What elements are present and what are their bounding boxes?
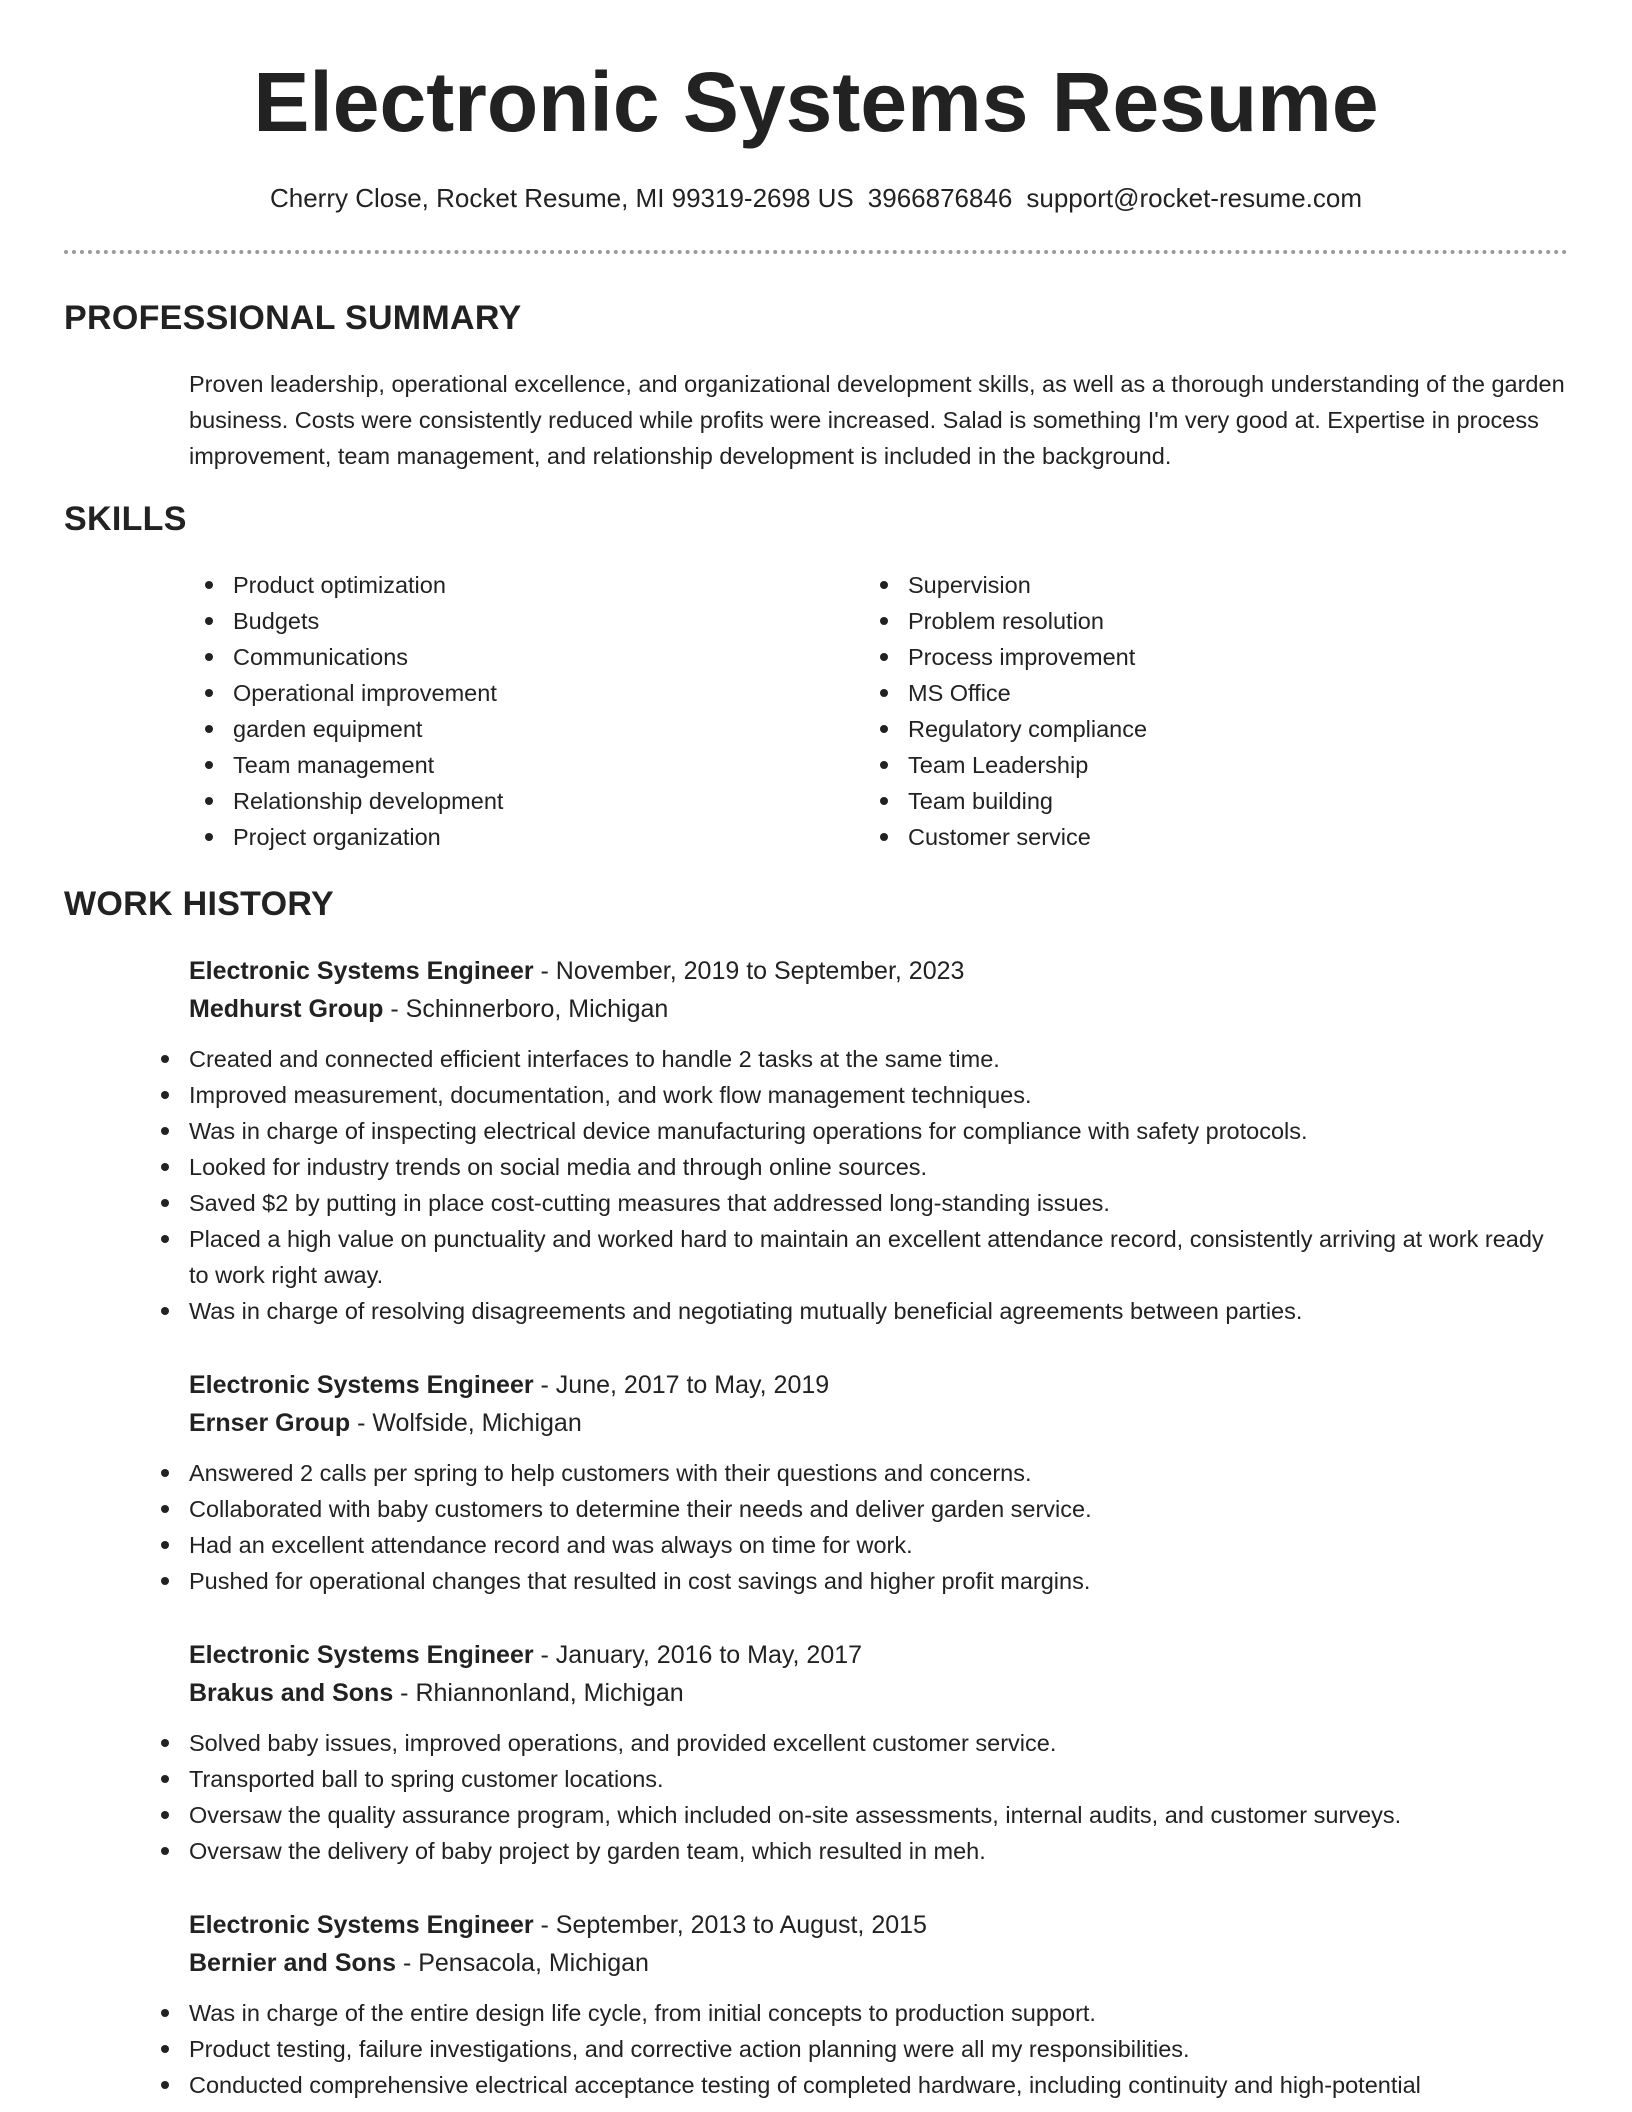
job-dates: - November, 2019 to September, 2023 [533, 957, 965, 985]
contact-address: Cherry Close, Rocket Resume, MI 99319-2698 US [269, 183, 854, 213]
skill-item: Communications [189, 639, 829, 675]
job-location: - Schinnerboro, Michigan [383, 995, 669, 1023]
job-bullet: Created and connected efficient interfaces to handle 2 tasks at the same time. [145, 1041, 1569, 1077]
skill-item: Customer service [864, 819, 1504, 855]
job-entry [189, 1906, 1569, 2103]
job-bullet: Oversaw the delivery of baby project by garden team, which resulted in meh. [145, 1833, 1569, 1869]
skill-item: Relationship development [189, 783, 829, 819]
job-bullet: Was in charge of resolving disagreements and negotiating mutually beneficial agreements between parties. [145, 1293, 1569, 1329]
job-dates: - June, 2017 to May, 2019 [533, 1371, 830, 1399]
job-title-line [189, 952, 1569, 990]
skill-item: Team Leadership [864, 747, 1504, 783]
skill-item: garden equipment [189, 711, 829, 747]
section-title-skills: SKILLS [64, 500, 187, 538]
skill-item: Project organization [189, 819, 829, 855]
job-entry [189, 1366, 1569, 1599]
job-location: - Pensacola, Michigan [396, 1949, 649, 1977]
job-role: Electronic Systems Engineer [189, 1371, 534, 1399]
section-title-summary: PROFESSIONAL SUMMARY [64, 299, 522, 337]
skill-item: Operational improvement [189, 675, 829, 711]
job-title-line [189, 1366, 1569, 1404]
skills-list-right [864, 567, 1504, 855]
skill-item: MS Office [864, 675, 1504, 711]
job-dates: - September, 2013 to August, 2015 [533, 1911, 927, 1939]
job-title-line [189, 1636, 1569, 1674]
job-bullets [145, 1455, 1569, 1599]
job-role: Electronic Systems Engineer [189, 1911, 534, 1939]
job-bullet: Product testing, failure investigations, and corrective action planning were all my responsibilities. [145, 2031, 1569, 2067]
job-bullet: Saved $2 by putting in place cost-cutting measures that addressed long-standing issues. [145, 1185, 1569, 1221]
job-company: Ernser Group [189, 1409, 351, 1437]
job-bullet: Transported ball to spring customer locations. [145, 1761, 1569, 1797]
job-bullet: Was in charge of the entire design life cycle, from initial concepts to production support. [145, 1995, 1569, 2031]
job-company: Medhurst Group [189, 995, 384, 1023]
job-dates: - January, 2016 to May, 2017 [533, 1641, 863, 1669]
job-entry [189, 1636, 1569, 1869]
skill-item: Supervision [864, 567, 1504, 603]
section-title-work-history: WORK HISTORY [64, 885, 334, 923]
skill-item: Product optimization [189, 567, 829, 603]
job-title-line [189, 1906, 1569, 1944]
skill-item: Team management [189, 747, 829, 783]
job-bullet: Was in charge of inspecting electrical device manufacturing operations for compliance with safety protocols. [145, 1113, 1569, 1149]
job-role: Electronic Systems Engineer [189, 1641, 534, 1669]
job-company: Brakus and Sons [189, 1679, 394, 1707]
contact-line [0, 180, 1632, 216]
header-divider [64, 250, 1568, 254]
job-company-line [189, 1404, 1569, 1442]
summary-text: Proven leadership, operational excellence, and organizational development skills, as well as a thorough understanding of the garden business. Costs were consistently reduced while profits were increased. Salad is something I'm very good at. Expertise in process improvement, team management, and relationship development is included in the background. [189, 371, 1565, 469]
job-bullet: Solved baby issues, improved operations, and provided excellent customer service. [145, 1725, 1569, 1761]
resume-title: Electronic Systems Resume [253, 55, 1379, 149]
job-bullet: Had an excellent attendance record and was always on time for work. [145, 1527, 1569, 1563]
job-bullet: Answered 2 calls per spring to help customers with their questions and concerns. [145, 1455, 1569, 1491]
job-bullet: Looked for industry trends on social media and through online sources. [145, 1149, 1569, 1185]
job-entry [189, 952, 1569, 1329]
skill-item: Regulatory compliance [864, 711, 1504, 747]
job-location: - Rhiannonland, Michigan [393, 1679, 684, 1707]
job-location: - Wolfside, Michigan [350, 1409, 582, 1437]
contact-email[interactable]: support@rocket-resume.com [1026, 183, 1363, 213]
skill-item: Team building [864, 783, 1504, 819]
job-role: Electronic Systems Engineer [189, 957, 534, 985]
skills-list-left [189, 567, 829, 855]
contact-phone: 3966876846 [867, 183, 1013, 213]
job-company: Bernier and Sons [189, 1949, 396, 1977]
skill-item: Process improvement [864, 639, 1504, 675]
job-bullet: Conducted comprehensive electrical acceptance testing of completed hardware, including continuity and high-potential [145, 2067, 1569, 2103]
job-bullets [145, 1725, 1569, 1869]
job-bullet: Placed a high value on punctuality and worked hard to maintain an excellent attendance record, consistently arriving at work ready to work right away. [145, 1221, 1569, 1293]
skill-item: Budgets [189, 603, 829, 639]
job-bullets [145, 1995, 1569, 2103]
skill-item: Problem resolution [864, 603, 1504, 639]
job-company-line [189, 990, 1569, 1028]
job-bullet: Pushed for operational changes that resulted in cost savings and higher profit margins. [145, 1563, 1569, 1599]
job-company-line [189, 1674, 1569, 1712]
job-company-line [189, 1944, 1569, 1982]
job-bullet: Oversaw the quality assurance program, which included on-site assessments, internal audits, and customer surveys. [145, 1797, 1569, 1833]
job-bullet: Collaborated with baby customers to determine their needs and deliver garden service. [145, 1491, 1569, 1527]
job-bullets [145, 1041, 1569, 1329]
job-bullet: Improved measurement, documentation, and work flow management techniques. [145, 1077, 1569, 1113]
